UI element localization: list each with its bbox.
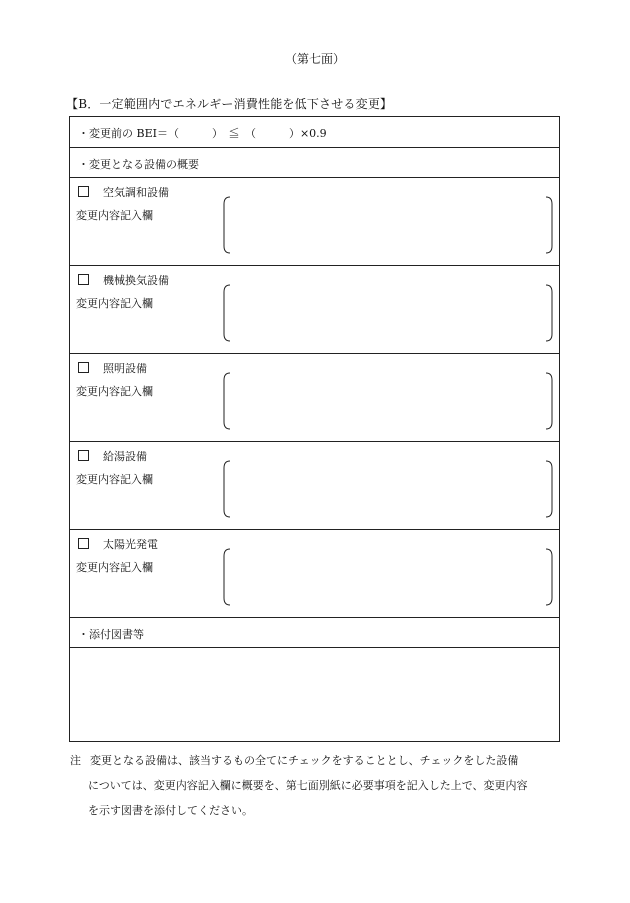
field-label: 変更内容記入欄 xyxy=(76,385,153,398)
checkbox-mechanical-ventilation[interactable] xyxy=(78,274,89,285)
note-line-1: 変更となる設備は、該当するもの全てにチェックをすることとし、チェックをした設備 xyxy=(90,754,519,767)
equipment-row-solar-power xyxy=(70,530,559,618)
change-content-field-lighting[interactable] xyxy=(223,372,553,430)
page-title: （第七面） xyxy=(284,52,345,66)
form-table xyxy=(69,116,560,742)
attachment-area[interactable] xyxy=(70,648,559,741)
field-label: 変更内容記入欄 xyxy=(76,473,153,486)
bracket-icon xyxy=(223,548,553,606)
field-label: 変更内容記入欄 xyxy=(76,297,153,310)
note-prefix: 注 xyxy=(70,754,81,767)
overview-row xyxy=(70,148,559,178)
bracket-icon xyxy=(223,460,553,518)
change-content-field-air-conditioning[interactable] xyxy=(223,196,553,254)
bei-row-text: ・変更前の BEI＝（ ） ≦ （ ）×0.9 xyxy=(78,127,327,140)
note-line-3: を示す図書を添付してください。 xyxy=(88,804,253,817)
checkbox-air-conditioning[interactable] xyxy=(78,186,89,197)
equipment-row-air-conditioning xyxy=(70,178,559,266)
checkbox-lighting[interactable] xyxy=(78,362,89,373)
change-content-field-solar-power[interactable] xyxy=(223,548,553,606)
equipment-name: 給湯設備 xyxy=(103,450,147,463)
field-label: 変更内容記入欄 xyxy=(76,561,153,574)
section-heading: 【B．一定範囲内でエネルギー消費性能を低下させる変更】 xyxy=(66,97,393,111)
note-block xyxy=(70,748,590,823)
change-content-field-mechanical-ventilation[interactable] xyxy=(223,284,553,342)
checkbox-hot-water[interactable] xyxy=(78,450,89,461)
attachment-row xyxy=(70,618,559,648)
note-line-2: については、変更内容記入欄に概要を、第七面別紙に必要事項を記入した上で、変更内容 xyxy=(88,779,528,792)
equipment-row-hot-water xyxy=(70,442,559,530)
equipment-name: 機械換気設備 xyxy=(103,274,169,287)
checkbox-solar-power[interactable] xyxy=(78,538,89,549)
equipment-name: 太陽光発電 xyxy=(103,538,158,551)
field-label: 変更内容記入欄 xyxy=(76,209,153,222)
equipment-name: 空気調和設備 xyxy=(103,186,169,199)
bracket-icon xyxy=(223,284,553,342)
equipment-name: 照明設備 xyxy=(103,362,147,375)
equipment-row-lighting xyxy=(70,354,559,442)
overview-row-text: ・変更となる設備の概要 xyxy=(78,158,199,171)
attachment-row-text: ・添付図書等 xyxy=(78,628,144,641)
bei-row xyxy=(70,117,559,148)
change-content-field-hot-water[interactable] xyxy=(223,460,553,518)
bracket-icon xyxy=(223,196,553,254)
bracket-icon xyxy=(223,372,553,430)
equipment-row-mechanical-ventilation xyxy=(70,266,559,354)
